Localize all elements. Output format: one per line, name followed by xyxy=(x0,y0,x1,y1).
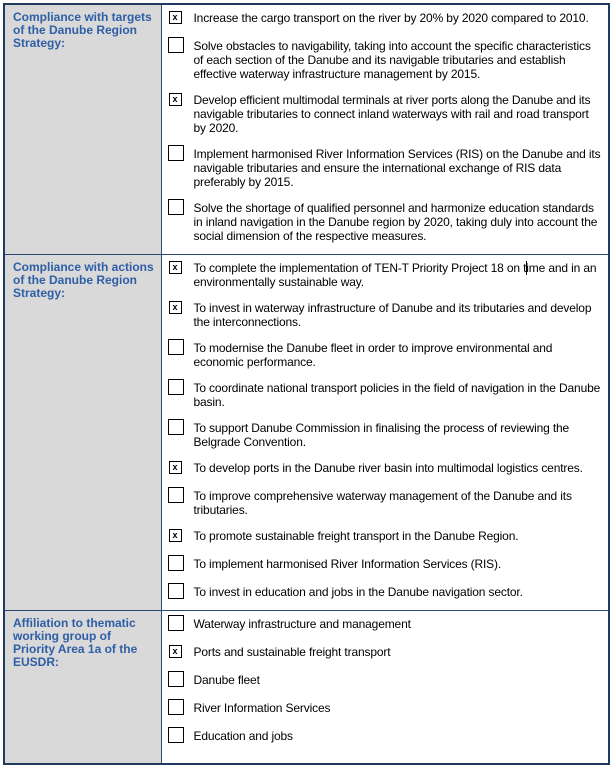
checkbox-unchecked[interactable] xyxy=(168,145,184,161)
working-group-option xyxy=(168,645,603,661)
section-label: Affiliation to thematic working group of Priority Area 1a of the EUSDR: xyxy=(13,615,138,669)
option-text: River Information Services xyxy=(193,700,331,715)
checkbox-unchecked[interactable] xyxy=(168,199,184,215)
section-working-group xyxy=(4,610,609,764)
action-option xyxy=(168,585,603,601)
options-cell xyxy=(161,610,609,764)
section-actions xyxy=(4,254,609,610)
option-text: Waterway infrastructure and management xyxy=(193,616,411,631)
working-group-option xyxy=(168,673,603,689)
target-option xyxy=(168,11,603,27)
option-text: To support Danube Commission in finalising the process of reviewing the Belgrade Convention. xyxy=(193,420,570,449)
option-text: To promote sustainable freight transport in the Danube Region. xyxy=(193,528,519,543)
option-text: To develop ports in the Danube river basin into multimodal logistics centres. xyxy=(193,460,583,475)
option-text: Develop efficient multimodal terminals at river ports along the Danube and its navigable tributaries to connect inland waterways with rail and road transport by 2020. xyxy=(193,93,591,135)
option-text-before-caret: To complete the implementation of TEN-T Priority Project 18 on t xyxy=(193,260,527,275)
target-option xyxy=(168,201,603,243)
option-text: To coordinate national transport policies in the field of navigation in the Danube basin. xyxy=(193,380,601,409)
option-text: To invest in waterway infrastructure of Danube and its tributaries and develop the interconnections. xyxy=(193,300,592,329)
option-text: To invest in education and jobs in the Danube navigation sector. xyxy=(193,584,523,599)
checkbox-unchecked[interactable] xyxy=(168,37,184,53)
checkbox-unchecked[interactable] xyxy=(168,615,184,631)
action-option xyxy=(168,421,603,449)
section-label-cell xyxy=(4,254,161,610)
checkbox-unchecked[interactable] xyxy=(168,555,184,571)
action-option xyxy=(168,557,603,573)
checkbox-checked[interactable]: x xyxy=(169,11,182,24)
strategy-compliance-form xyxy=(3,3,610,765)
checkbox-checked[interactable]: x xyxy=(169,93,182,106)
checkbox-checked[interactable]: x xyxy=(169,461,182,474)
target-option xyxy=(168,39,603,81)
option-text: To improve comprehensive waterway management of the Danube and its tributaries. xyxy=(193,488,572,517)
action-option xyxy=(168,301,603,329)
section-label: Compliance with actions of the Danube Region Strategy: xyxy=(13,259,154,300)
option-text-after-caret: ime and in an environmentally sustainable way. xyxy=(193,260,597,289)
section-label: Compliance with targets of the Danube Region Strategy: xyxy=(13,10,152,50)
working-group-option xyxy=(168,729,603,745)
action-option xyxy=(168,261,603,289)
options-cell xyxy=(161,254,609,610)
checkbox-checked[interactable]: x xyxy=(169,529,182,542)
checkbox-unchecked[interactable] xyxy=(168,379,184,395)
action-option xyxy=(168,461,603,477)
working-group-option xyxy=(168,701,603,717)
option-text: Ports and sustainable freight transport xyxy=(193,644,391,659)
option-text: To implement harmonised River Information Services (RIS). xyxy=(193,556,502,571)
checkbox-unchecked[interactable] xyxy=(168,487,184,503)
option-text: To modernise the Danube fleet in order to improve environmental and economic performance. xyxy=(193,340,553,369)
option-text: Solve obstacles to navigability, taking into account the specific characteristics of each section of the Danube and its navigable tributaries and establish effective waterway infrastructure management by 2015. xyxy=(193,39,591,81)
section-label-cell xyxy=(4,610,161,764)
action-option xyxy=(168,489,603,517)
option-text: Implement harmonised River Information Services (RIS) on the Danube and its navigable tributaries and ensure the international exchange of RIS data preferably by 2015. xyxy=(193,147,601,189)
checkbox-checked[interactable]: x xyxy=(169,261,182,274)
checkbox-unchecked[interactable] xyxy=(168,727,184,743)
target-option xyxy=(168,93,603,135)
action-option xyxy=(168,341,603,369)
option-text: Danube fleet xyxy=(193,672,260,687)
option-text: Solve the shortage of qualified personnel and harmonize education standards in inland navigation in the Danube region by 2020, taking duly into account the social dimension of the respective measures. xyxy=(193,201,598,243)
option-text: Education and jobs xyxy=(193,728,293,743)
checkbox-checked[interactable]: x xyxy=(169,301,182,314)
checkbox-unchecked[interactable] xyxy=(168,671,184,687)
action-option xyxy=(168,381,603,409)
section-label-cell xyxy=(4,4,161,254)
target-option xyxy=(168,147,603,189)
options-cell xyxy=(161,4,609,254)
action-option xyxy=(168,529,603,545)
checkbox-unchecked[interactable] xyxy=(168,339,184,355)
option-text[interactable] xyxy=(194,261,603,289)
checkbox-unchecked[interactable] xyxy=(168,699,184,715)
section-targets xyxy=(4,4,609,254)
working-group-option xyxy=(168,617,603,633)
checkbox-unchecked[interactable] xyxy=(168,419,184,435)
checkbox-unchecked[interactable] xyxy=(168,583,184,599)
option-text: Increase the cargo transport on the river by 20% by 2020 compared to 2010. xyxy=(193,11,589,25)
checkbox-checked[interactable]: x xyxy=(169,645,182,658)
